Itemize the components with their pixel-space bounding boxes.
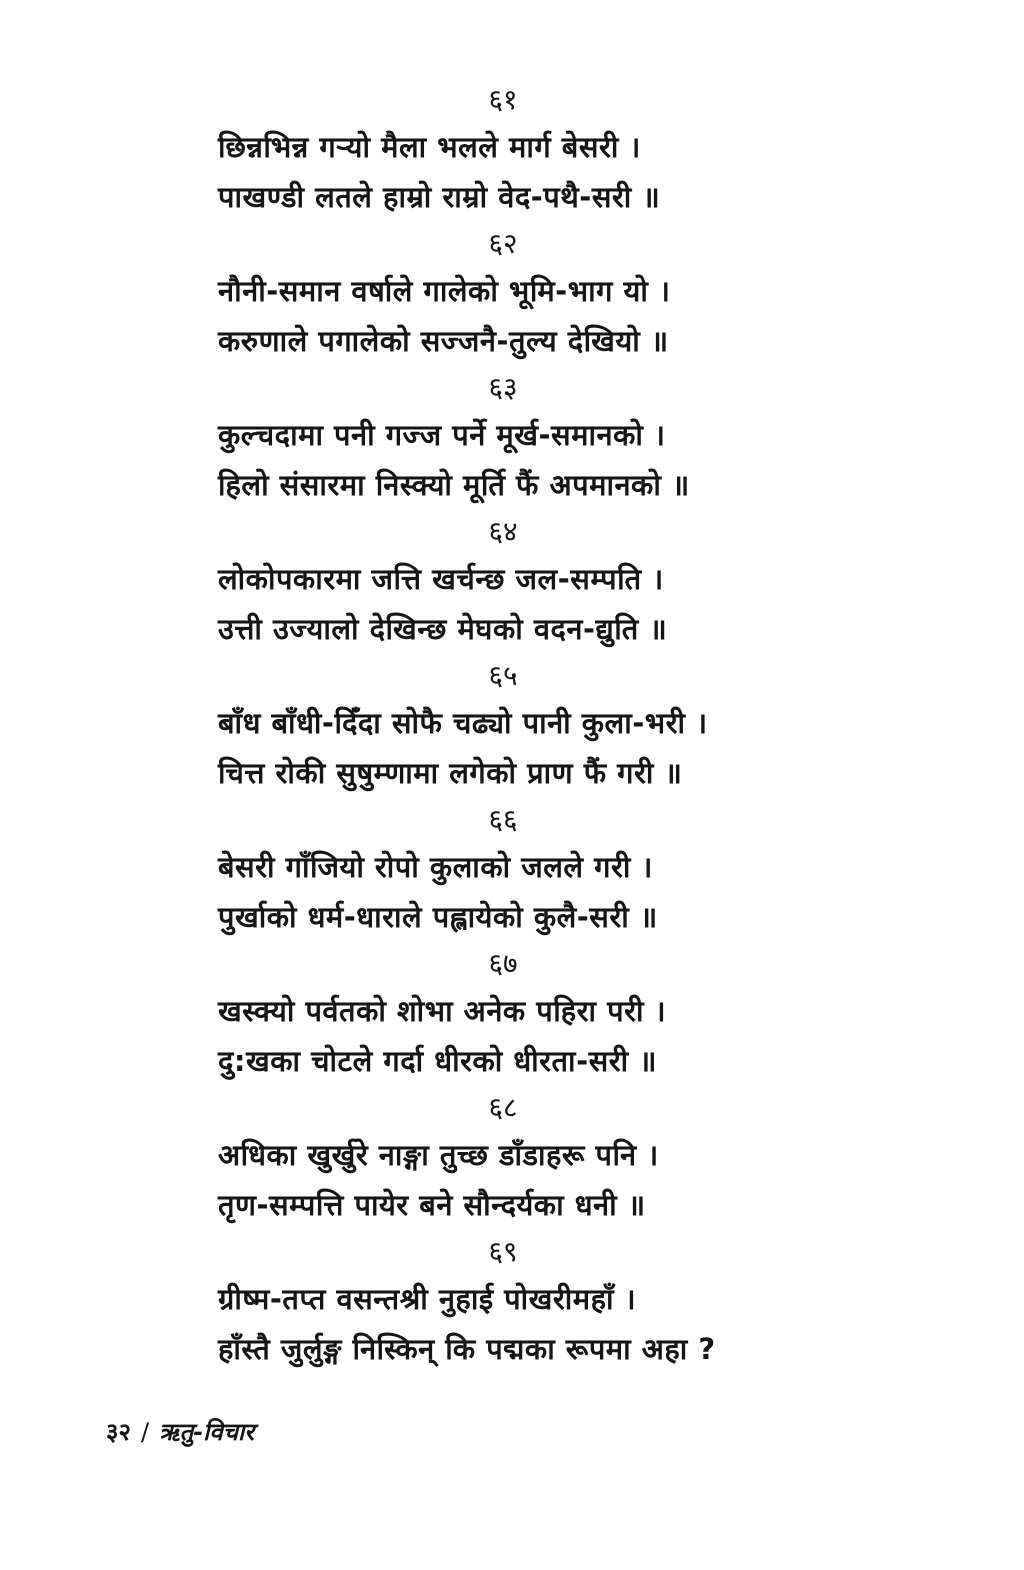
verse-line	[218, 1274, 818, 1324]
verse-line	[218, 986, 818, 1036]
page-footer	[106, 1414, 254, 1450]
poem-column	[218, 78, 818, 1374]
verse-line-text: खस्क्यो पर्वतको शोभा अनेक पहिरा परी ।	[218, 994, 667, 1028]
verse-line	[218, 554, 818, 604]
verse-line-text: करुणाले पगालेको सज्जनै-तुल्य देखियो ॥	[218, 324, 669, 358]
verse-line	[218, 604, 818, 654]
footer-separator: /	[140, 1418, 150, 1446]
verse-line	[218, 842, 818, 892]
verse-line-text: बाँध बाँधी-दिँदा सोफै चढ्यो पानी कुला-भरी ।	[218, 706, 708, 740]
verse	[218, 1086, 818, 1230]
verse	[218, 222, 818, 366]
verse-line-text: उत्ती उज्यालो देखिन्छ मेघको वदन-द्युति ॥	[218, 612, 668, 646]
verse-number: ६७	[488, 947, 518, 980]
verse-line	[218, 1324, 818, 1374]
verse-line-text: पुर्खाको धर्म-धाराले पह्लायेको कुलै-सरी ॥	[218, 900, 658, 934]
verse	[218, 798, 818, 942]
verse	[218, 510, 818, 654]
verse-line	[218, 698, 818, 748]
verse-line-text: दु:खका चोटले गर्दा धीरको धीरता-सरी ॥	[218, 1044, 658, 1078]
verse-line-text: लोकोपकारमा जत्ति खर्चन्छ जल-सम्पति ।	[218, 562, 664, 596]
verse-line	[218, 410, 818, 460]
verse-line	[218, 460, 818, 510]
verse-number: ६४	[488, 515, 518, 548]
verse-line-text: अधिका खुर्खुरे नाङ्गा तुच्छ डाँडाहरू पनि ।	[218, 1138, 659, 1172]
verse-line	[218, 748, 818, 798]
verse-number: ६९	[488, 1235, 518, 1268]
verse-line	[218, 266, 818, 316]
book-title: ऋतु-विचार	[159, 1418, 255, 1446]
verse-number: ६२	[488, 227, 518, 260]
verse-line-text: हिलो संसारमा निस्क्यो मूर्ति फैं अपमानको ॥	[218, 468, 690, 502]
verse	[218, 942, 818, 1086]
verse-number: ६८	[488, 1091, 518, 1124]
verse-line-text: हाँस्तै जुर्लुङ्ग निस्किन् कि पद्मका रूपमा अहा ?	[218, 1332, 716, 1366]
verse-line	[218, 316, 818, 366]
verse	[218, 1230, 818, 1374]
verse-line-text: कुल्चदामा पनी गज्ज पर्ने मूर्ख-समानको ।	[218, 418, 666, 452]
verse-line	[218, 1180, 818, 1230]
verse-number: ६६	[488, 803, 518, 836]
verse-line	[218, 1130, 818, 1180]
page-number: ३२	[106, 1418, 131, 1446]
verse	[218, 366, 818, 510]
verse-line	[218, 122, 818, 172]
verse-number: ६३	[488, 371, 518, 404]
verse-line-text: बेसरी गाँजियो रोपो कुलाको जलले गरी ।	[218, 850, 653, 884]
verse-line-text: पाखण्डी लतले हाम्रो राम्रो वेद-पथै-सरी ॥	[218, 180, 661, 214]
verse-number: ६१	[488, 83, 518, 116]
verse-line	[218, 1036, 818, 1086]
verse-line	[218, 172, 818, 222]
verse-line-text: छिन्नभिन्न गऱ्यो मैला भलले मार्ग बेसरी ।	[218, 130, 641, 164]
verse	[218, 654, 818, 798]
verse-line-text: नौनी-समान वर्षाले गालेको भूमि-भाग यो ।	[218, 274, 671, 308]
verse-number: ६५	[488, 659, 518, 692]
verse-line-text: ग्रीष्म-तप्त वसन्तश्री नुहाई पोखरीमहाँ ।	[218, 1282, 637, 1316]
verse	[218, 78, 818, 222]
verse-line-text: चित्त रोकी सुषुम्णामा लगेको प्राण फैं गरी ॥	[218, 756, 683, 790]
verse-line	[218, 892, 818, 942]
verse-line-text: तृण-सम्पत्ति पायेर बने सौन्दर्यका धनी ॥	[218, 1188, 646, 1222]
